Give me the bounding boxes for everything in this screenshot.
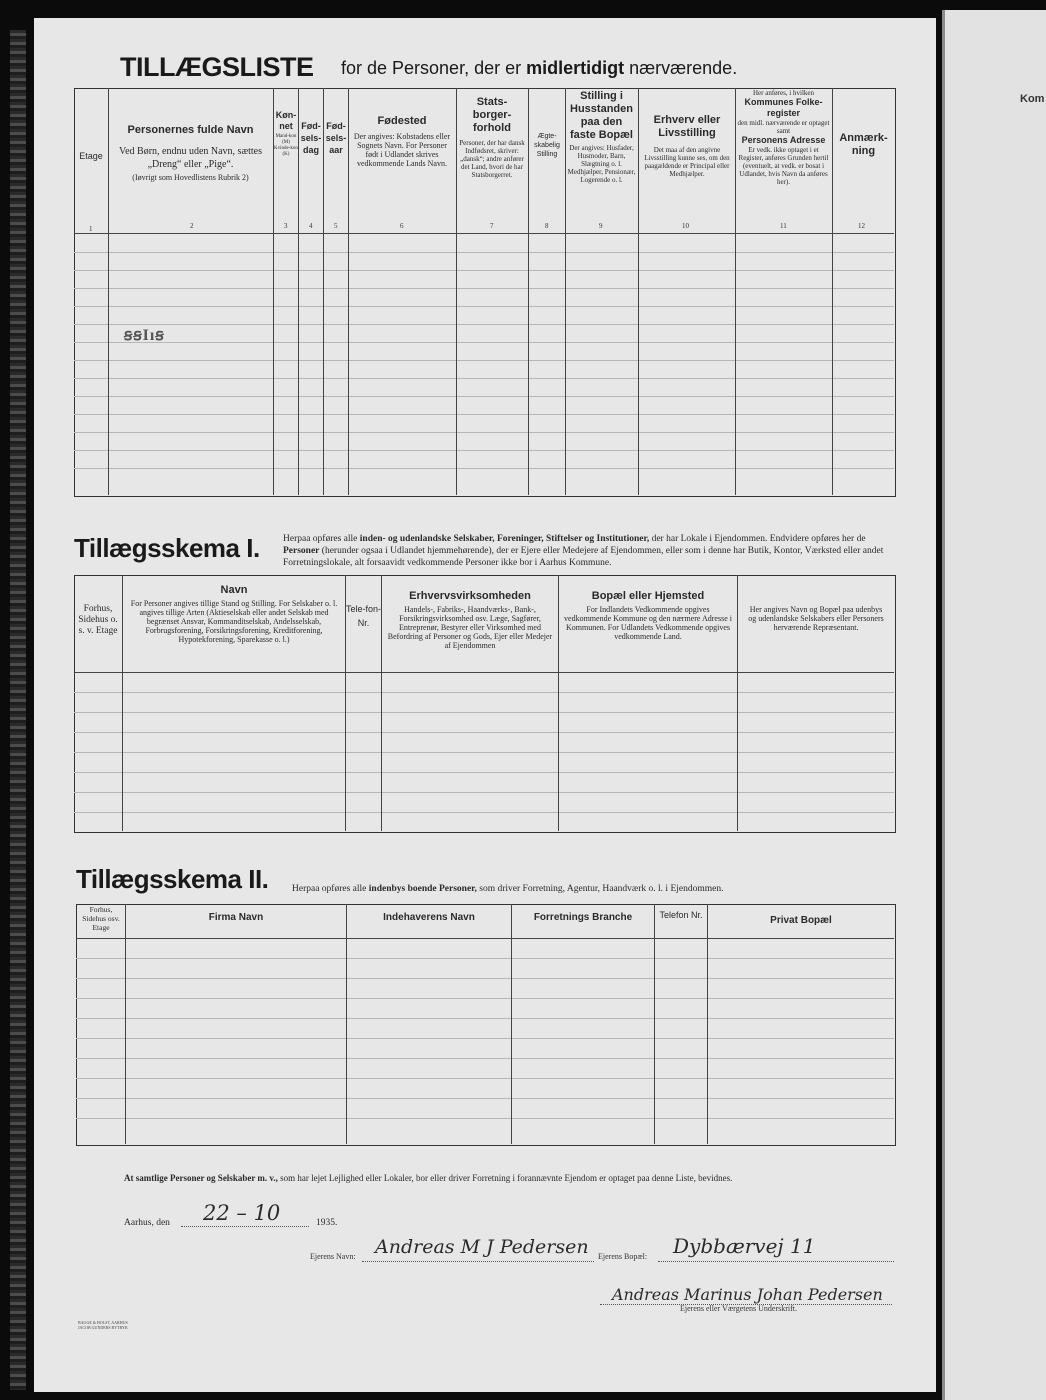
- column-divider: [456, 88, 457, 495]
- col-kommune-top: Her anføres, i hvilken: [752, 89, 815, 97]
- col-fodselsdag-heading: Fød-sels-dag: [300, 121, 322, 155]
- table-row: [74, 396, 894, 397]
- page-edge: [942, 10, 945, 1400]
- column-divider: [381, 575, 382, 831]
- schema1-note-part: Herpaa opføres alle: [283, 534, 358, 544]
- table-row: [76, 1098, 894, 1099]
- table-row: [74, 712, 894, 713]
- schema1-col-telefon: Tele-fon-Nr.: [346, 604, 382, 628]
- schema1-col-bopael: [562, 590, 734, 641]
- title-part-bold: midlertidigt: [526, 58, 625, 78]
- col-kon: [274, 110, 298, 158]
- column-divider: [108, 88, 109, 495]
- col-navn-sub2: (Iøvrigt som Hovedlistens Rubrik 2): [132, 173, 249, 182]
- schema2-note: [292, 883, 892, 895]
- column-divider: [654, 904, 655, 1144]
- col-fodselsaar: [324, 120, 348, 156]
- column-number: 10: [682, 222, 689, 230]
- table-row: [76, 1058, 894, 1059]
- table-row: [74, 450, 894, 451]
- date-line: [181, 1226, 309, 1227]
- schema2-col-firma: Firma Navn: [208, 912, 264, 923]
- table-row: [76, 998, 894, 999]
- column-number: 6: [400, 222, 404, 230]
- schema2-title: Tillægsskema II.: [76, 864, 269, 894]
- schema1-col-navn-sub: For Personer angives tillige Stand og Stilling. For Selskaber o. l. angives tillige Arten (Aktieselskab eller andet Selskab med begrænset Ansvar, Kommanditselskab, Andelsselskab, Forbrugsforening, Forsikringsforening, Kreditforening, Hypotekforening, Sparekasse o. l.): [130, 599, 338, 644]
- table-row: [74, 414, 894, 415]
- schema2-note-part: som driver Forretning, Agentur, Haandværk o. l. i Ejendommen.: [479, 884, 724, 894]
- column-number: 7: [490, 222, 494, 230]
- column-divider: [735, 88, 736, 495]
- col-navn-heading: Personernes fulde Navn: [127, 124, 254, 136]
- table-row: [76, 978, 894, 979]
- declaration-text: som har lejet Lejlighed eller Lokaler, bor eller driver Forretning i forannævnte Ejendom er optaget paa denne Liste, bevidnes.: [280, 1173, 733, 1183]
- schema1-col-repr: Her angives Navn og Bopæl paa udenbys og udenlandske Selskabers eller Personers herværende Repræsentant.: [748, 605, 884, 632]
- col-fodselsdag: [299, 120, 323, 156]
- table-row: [74, 270, 894, 271]
- col-kommune: [737, 89, 830, 186]
- table-row: [74, 772, 894, 773]
- schema1-col-bopael-sub: For Indlandets Vedkommende opgives vedkommende Kommune og den nærmere Adresse i Kommunen. For Udlandets Vedkommende opgives vedkommende Land.: [564, 605, 732, 641]
- table-row: [76, 1018, 894, 1019]
- col-fodested: [352, 115, 452, 168]
- declaration: [124, 1172, 896, 1184]
- main-title: TILLÆGSLISTE: [120, 52, 314, 82]
- col-fodested-sub: Der angives: Kobstadens eller Sognets Navn. For Personer født i Udlandet skrives vedkommende Lands Navn.: [353, 132, 451, 168]
- schema1-note-part: Endvidere opføres her de: [769, 534, 866, 544]
- table-row: [74, 288, 894, 289]
- column-number: 2: [190, 222, 194, 230]
- owner-address-line: [658, 1261, 894, 1262]
- table-row: [74, 306, 894, 307]
- schema2-header-divider: [76, 938, 894, 939]
- column-divider: [638, 88, 639, 495]
- col-kommune-sub: Er vedk. ikke optaget i et Register, anføres Grunden hertil (eventuelt, at vedk. er bosat i Udlandet, hvis Navn da anføres her).: [738, 146, 829, 186]
- declaration-bold: At samtlige Personer og Selskaber m. v.,: [124, 1173, 278, 1183]
- table-row: [74, 792, 894, 793]
- table-row: [74, 692, 894, 693]
- col-kon-sub: Mand-kon (M) Kvinde-kon (K): [274, 134, 298, 157]
- book-spine: [10, 30, 26, 1390]
- table-row: [74, 378, 894, 379]
- column-divider: [558, 575, 559, 831]
- owner-name-line: [362, 1261, 594, 1262]
- col-erhverv-heading: Erhverv eller Livsstilling: [653, 114, 721, 139]
- faded-stamp: ꞩꞩIıꞩ: [124, 327, 165, 344]
- column-divider: [346, 904, 347, 1144]
- schema1-note-part: (herunder ogsaa i Udlandet hjemmehørende), der er Ejere eller Medejere af Ejendommen, eller som i denne har Butik, Kontor, Værksted eller andet Forretningslokale, alt forsaavidt vedkommende Personer ikke bor i Aarhus Kommune.: [283, 546, 884, 568]
- column-number: 1: [89, 225, 93, 233]
- schema2-col-forhus: Forhus, Sidehus osv. Etage: [82, 905, 120, 932]
- table-row: [74, 342, 894, 343]
- col-erhverv-sub: Det maa af den angivne Livsstilling kunne ses, om den paagældende er Principal eller Medhjælper.: [644, 146, 730, 178]
- column-number: 11: [780, 222, 787, 230]
- schema1-header-divider: [74, 672, 894, 673]
- year-label: 1935.: [316, 1218, 338, 1228]
- table-row: [76, 1118, 894, 1119]
- col-statsborger: [458, 96, 526, 179]
- adjacent-page-text: Kom: [1020, 93, 1045, 105]
- col-fodselsaar-heading: Fød-sels-aar: [325, 121, 347, 155]
- schema1-col-forhus: Forhus, Sidehus o. s. v. Etage: [78, 604, 118, 636]
- col-navn: [112, 124, 269, 182]
- schema2-note-part: Herpaa opføres alle: [292, 884, 367, 894]
- col-stilling: [567, 90, 636, 184]
- owner-signature: Andreas Marinus Johan Pedersen: [612, 1285, 883, 1304]
- schema2-note-bold: indenbys boende Personer,: [368, 884, 477, 894]
- column-divider: [511, 904, 512, 1144]
- table-row: [76, 958, 894, 959]
- schema1-note-part: der har Lokale i Ejendommen.: [651, 534, 768, 544]
- printer-imprint: BAGGE & HOLST, AARHUS JACOB GUNDERS BYTRYK: [78, 1320, 128, 1330]
- owner-name-label: Ejerens Navn:: [310, 1252, 356, 1261]
- col-stilling-sub: Der angives: Husfader, Husmoder, Barn, Slægtning o. l. Medhjælper, Pensionær, Logerende o. l.: [567, 144, 636, 184]
- column-divider: [348, 88, 349, 495]
- schema1-col-erhverv: [385, 590, 555, 650]
- schema2-table: [76, 904, 896, 1146]
- schema2-col-telefon: Telefon Nr.: [659, 910, 703, 920]
- col-kommune-heading-2: Personens Adresse: [741, 135, 826, 145]
- table-row: [74, 252, 894, 253]
- schema2-col-bopael: Privat Bopæl: [770, 915, 832, 926]
- column-number: 9: [599, 222, 603, 230]
- main-title-rest: [341, 58, 737, 79]
- schema1-col-bopael-heading: Bopæl eller Hjemsted: [591, 590, 705, 602]
- col-anmaerkning-heading: Anmærk-ning: [839, 132, 888, 157]
- column-number: 8: [545, 222, 549, 230]
- col-statsborger-heading: Stats-borger-forhold: [472, 96, 512, 134]
- schema1-col-navn: [126, 584, 342, 644]
- owner-address-label: Ejerens Bopæl:: [598, 1252, 648, 1261]
- date-handwritten: 22 – 10: [203, 1201, 281, 1225]
- col-erhverv: [641, 114, 733, 178]
- column-divider: [125, 904, 126, 1144]
- table-row: [76, 1038, 894, 1039]
- col-kommune-heading: Kommunes Folke-register: [744, 97, 823, 118]
- col-stilling-heading: Stilling i Husstanden paa den faste Bopæl: [570, 90, 633, 141]
- column-number: 12: [858, 222, 865, 230]
- table-row: [74, 752, 894, 753]
- main-header-divider: [74, 233, 894, 234]
- column-divider: [707, 904, 708, 1144]
- schema2-col-indehaver: Indehaverens Navn: [383, 912, 475, 923]
- schema1-note: [283, 533, 895, 569]
- table-row: [76, 1078, 894, 1079]
- owner-name-handwritten: Andreas M J Pedersen: [375, 1236, 589, 1258]
- schema1-title: Tillægsskema I.: [74, 533, 260, 563]
- table-row: [74, 468, 894, 469]
- signature-label: Ejerens eller Værgetens Underskrift.: [680, 1304, 798, 1313]
- schema1-col-erhverv-heading: Erhvervsvirksomheden: [409, 590, 531, 602]
- schema1-col-erhverv-sub: Handels-, Fabriks-, Haandværks-, Bank-, Forsikringsvirksomhed osv. Læge, Sagfører, Entreprenør, Bestyrer eller Virksomhed med Befordring af Personer og Gods, Ejer eller Medejer af Ejendommen: [387, 605, 553, 650]
- schema1-col-navn-heading: Navn: [220, 584, 248, 596]
- column-divider: [122, 575, 123, 831]
- column-number: 5: [334, 222, 338, 230]
- adjacent-page: [942, 10, 1046, 1400]
- title-part-2: nærværende.: [629, 58, 738, 78]
- col-etage: Etage: [79, 151, 103, 161]
- table-row: [74, 812, 894, 813]
- column-number: 3: [284, 222, 288, 230]
- schema1-note-bold: inden- og udenlandske Selskaber, Foreninger, Stiftelser og Institutioner,: [359, 534, 650, 544]
- schema2-col-branche: Forretnings Branche: [533, 912, 633, 923]
- column-divider: [565, 88, 566, 495]
- col-kommune-mid: den midl. nærværende er optaget samt: [737, 119, 830, 135]
- column-divider: [737, 575, 738, 831]
- table-row: [74, 732, 894, 733]
- col-statsborger-sub: Personer, der har dansk Indfødsret, skriver: „dansk“; andre anfører det Land, hvori de har Statsborgerret.: [459, 139, 525, 179]
- col-aegteskab: Ægte-skabelig Stilling: [534, 133, 560, 158]
- table-row: [74, 432, 894, 433]
- col-fodested-heading: Fødested: [377, 115, 427, 127]
- column-number: 4: [309, 222, 313, 230]
- place-label: Aarhus, den: [124, 1218, 170, 1228]
- col-anmaerkning: [833, 132, 894, 158]
- table-row: [74, 324, 894, 325]
- schema1-note-bold: Personer: [283, 546, 320, 556]
- table-row: [74, 360, 894, 361]
- col-navn-sub: Ved Børn, endnu uden Navn, sættes „Dreng“ eller „Pige“.: [118, 146, 263, 170]
- col-kon-heading: Køn-net: [275, 110, 297, 131]
- title-part-1: for de Personer, der er: [341, 58, 522, 78]
- owner-address-handwritten: Dybbærvej 11: [673, 1234, 816, 1258]
